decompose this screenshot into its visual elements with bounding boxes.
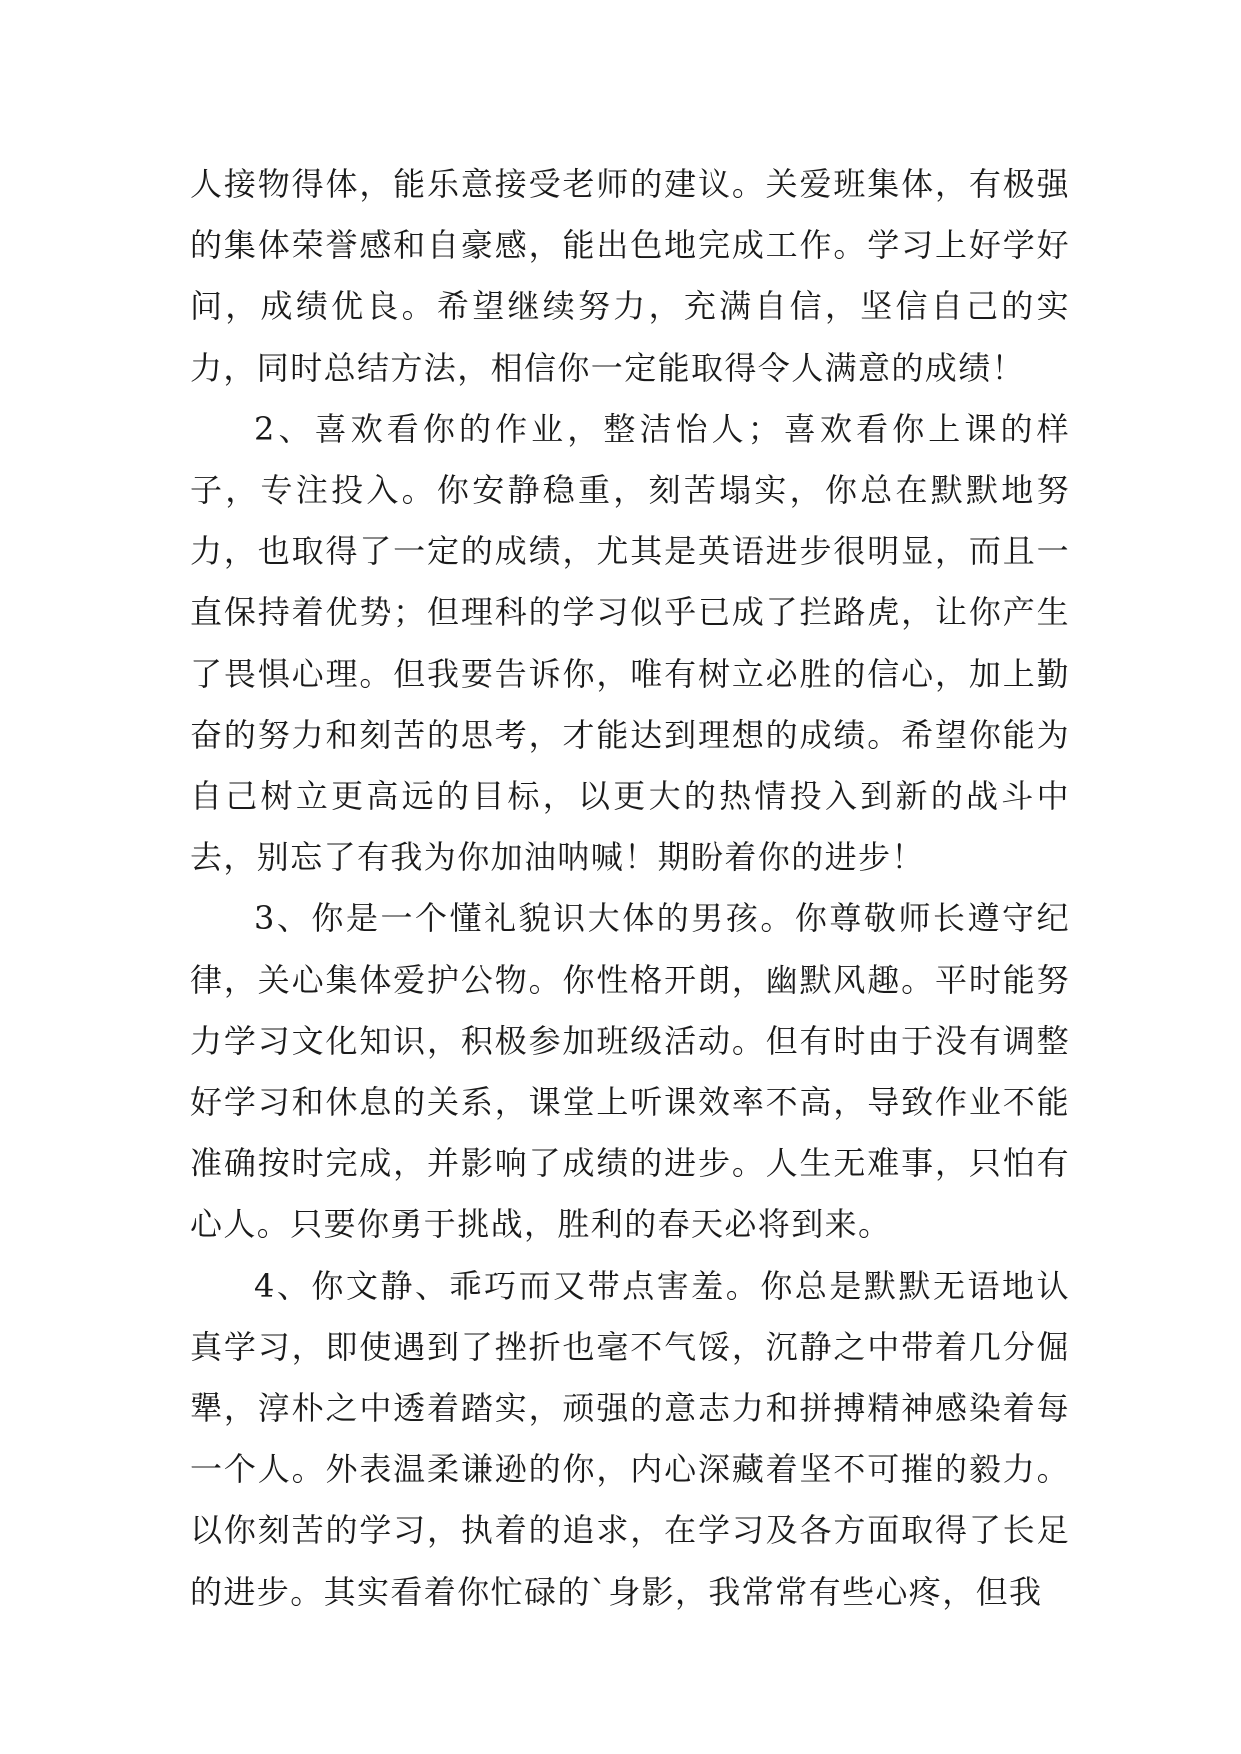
paragraph-comment-2: 2、喜欢看你的作业，整洁怡人；喜欢看你上课的样子，专注投入。你安静稳重，刻苦塌实，你总在默默地努力，也取得了一定的成绩，尤其是英语进步很明显，而且一直保持着优势；但理科的学习似乎已成了拦路虎，让你产生了畏惧心理。但我要告诉你，唯有树立必胜的信心，加上勤奋的努力和刻苦的思考，才能达到理想的成绩。希望你能为自己树立更高远的目标，以更大的热情投入到新的战斗中去，别忘了有我为你加油呐喊！期盼着你的进步！ [190,409,1070,877]
paragraph-comment-3: 3、你是一个懂礼貌识大体的男孩。你尊敬师长遵守纪律，关心集体爱护公物。你性格开朗，幽默风趣。平时能努力学习文化知识，积极参加班级活动。但有时由于没有调整好学习和休息的关系，课堂上听课效率不高，导致作业不能准确按时完成，并影响了成绩的进步。人生无难事，只怕有心人。只要你勇于挑战，胜利的春天必将到来。 [190,899,1070,1244]
paragraph-continuation: 人接物得体，能乐意接受老师的建议。关爱班集体，有极强的集体荣誉感和自豪感，能出色地完成工作。学习上好学好问，成绩优良。希望继续努力，充满自信，坚信自己的实力，同时总结方法，相信你一定能取得令人满意的成绩！ [190,165,1070,387]
document-body [190,154,1070,1623]
paragraph-comment-4: 4、你文静、乖巧而又带点害羞。你总是默默无语地认真学习，即使遇到了挫折也毫不气馁，沉静之中带着几分倔犟，淳朴之中透着踏实，顽强的意志力和拼搏精神感染着每一个人。外表温柔谦逊的你，内心深藏着坚不可摧的毅力。以你刻苦的学习，执着的追求，在学习及各方面取得了长足的进步。其实看着你忙碌的`身影，我常常有些心疼，但我 [190,1266,1070,1611]
